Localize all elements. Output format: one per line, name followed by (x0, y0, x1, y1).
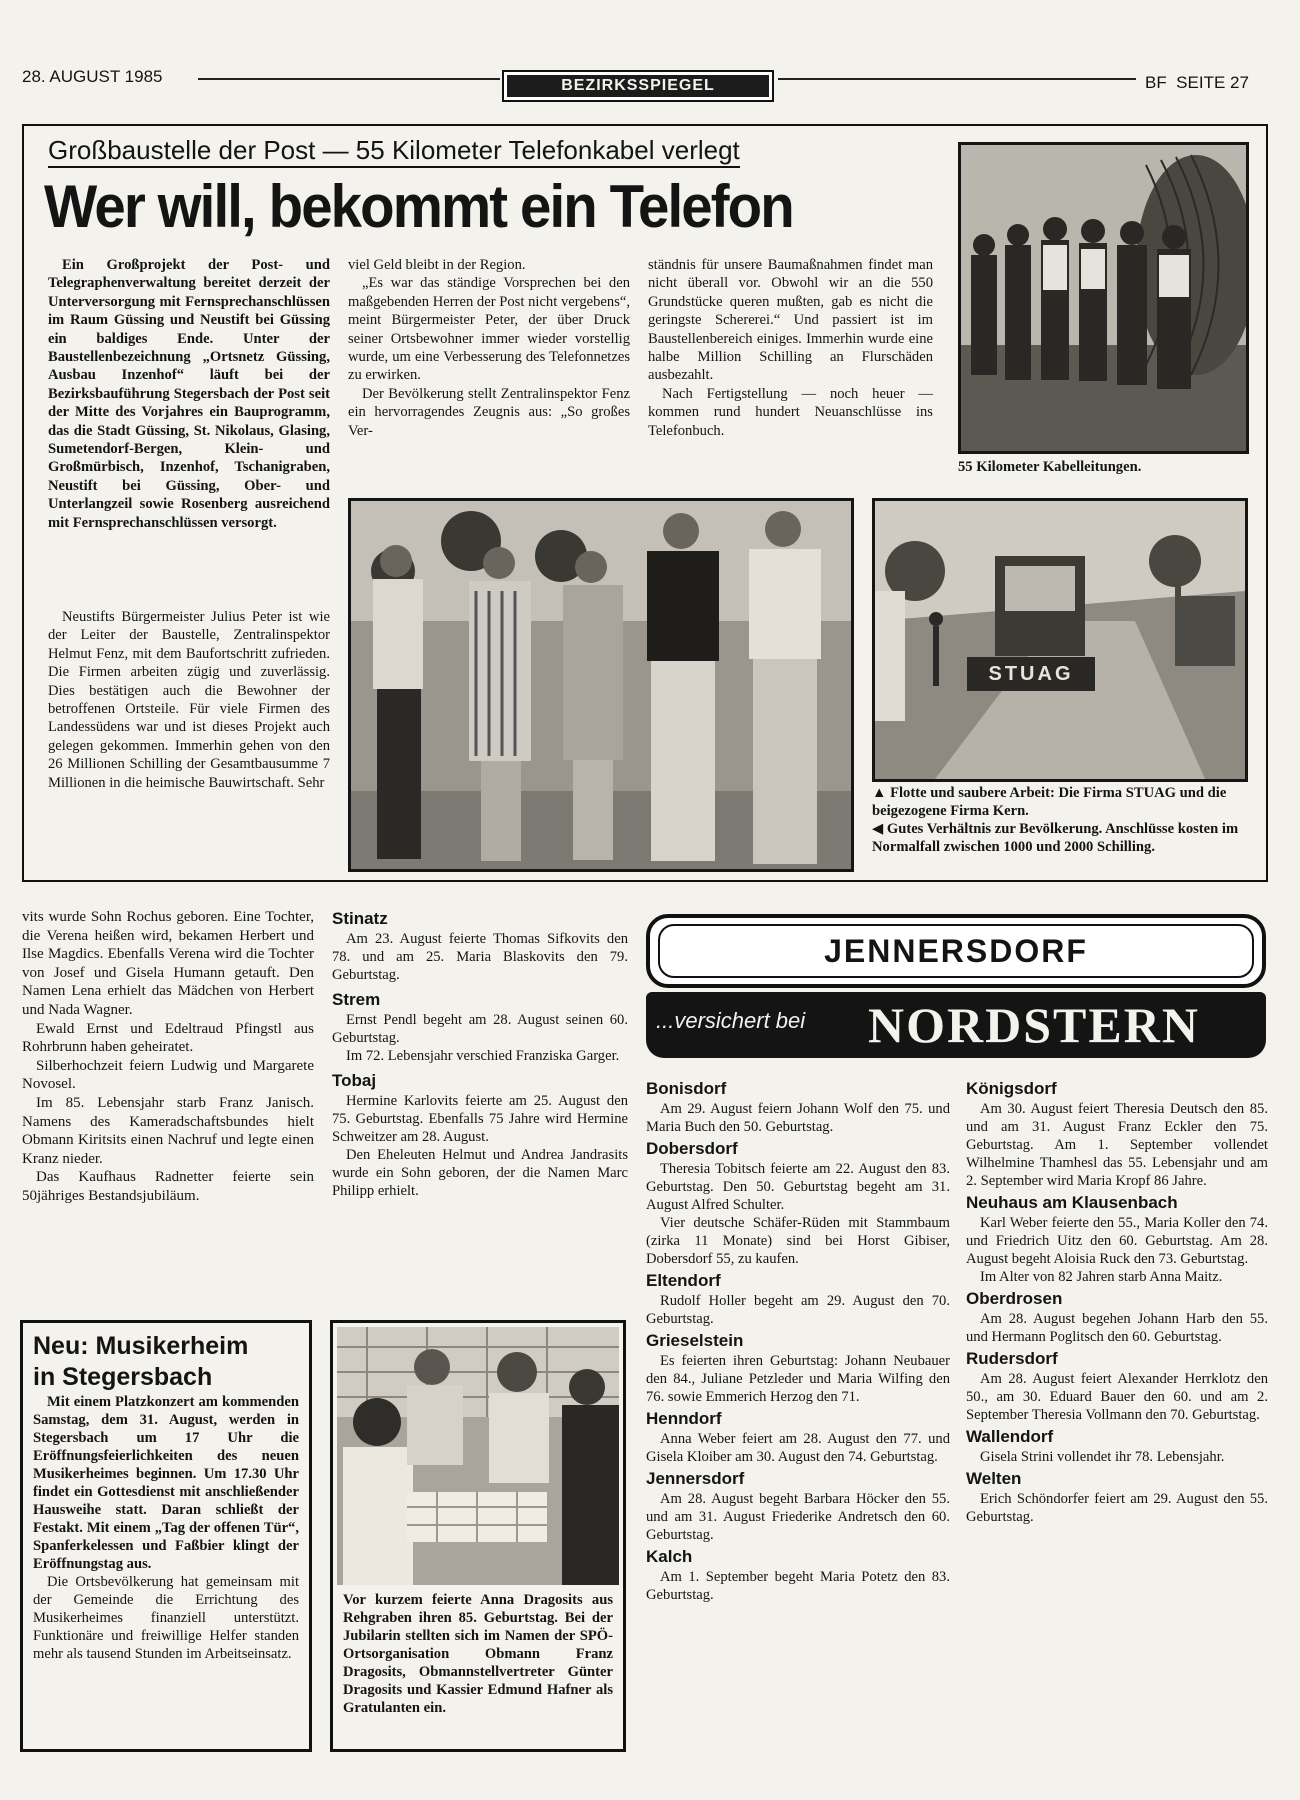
article-headline: Wer will, bekommt ein Telefon (44, 173, 793, 240)
section-jennersdorf-title: Jennersdorf (646, 1469, 745, 1488)
photo-stuag-caption-1: ▲ Flotte und saubere Arbeit: Die Firma STUAG und die beigezogene Firma Kern. (872, 785, 1227, 819)
photo-dragosits-art (337, 1327, 619, 1585)
section-oberdrosen-p1: Am 28. August begehen Johann Harb den 55. und Hermann Poglitsch den 60. Geburtstag. (966, 1311, 1268, 1345)
jennersdorf-left-column (646, 1076, 950, 1604)
musikerheim-title (33, 1331, 299, 1393)
article-col2-para2: „Es war das ständige Vorsprechen bei den maßgebenden Herren der Post nicht vergebens“, meint Bürgermeister Peter, der über Druck seiner Ortsbewohner immer wieder vorstellig wurde, um eine Verbesserung des Telefonnetzes zu erwirken. (348, 275, 630, 384)
section-badge (502, 70, 774, 102)
section-rudersdorf-title: Rudersdorf (966, 1349, 1058, 1368)
article-col-3 (648, 256, 933, 440)
section-dobersdorf-p2: Vier deutsche Schäfer-Rüden mit Stammbaum (zirka 11 Monate) sind bei Horst Gibiser, Dobersdorf 55, zu kaufen. (646, 1215, 950, 1267)
photo-stuag-truck-art (875, 501, 1245, 779)
lower-left-p3: Silberhochzeit feiern Ludwig und Margarete Novosel. (22, 1057, 314, 1093)
article-col-1b (48, 608, 330, 792)
section-grieselstein-p1: Es feierten ihren Geburtstag: Johann Neubauer den 84., Juliane Petzleder und Maria Wilfing den 76. sowie Emmerich Herzog den 71. (646, 1353, 950, 1405)
photo-cable-workers-art (961, 145, 1246, 451)
section-koenigsdorf-p1: Am 30. August feiert Theresia Deutsch den 85. und am 31. August Franz Eckler den 75. Geburtstag. Am 1. September vollendet Wilhelmine Thamhesl das 55. Lebensjahr und am 2. September wird Maria Kropf 86 Jahre. (966, 1101, 1268, 1189)
lower-left-p5: Das Kaufhaus Radnetter feierte sein 50jähriges Bestandsjubiläum. (22, 1169, 314, 1204)
section-henndorf-p1: Anna Weber feiert am 28. August den 77. und Gisela Kloiber am 30. August den 74. Geburtstag. (646, 1431, 950, 1465)
lower-left-p1: vits wurde Sohn Rochus geboren. Eine Tochter, die Verena heißen wird, bekamen Herbert und Ilse Magdics. Ebenfalls Verena wird die Tochter von Josef und Gisela Humann getauft. Den Namen Lena erhielt das Mädchen von Herbert und Nada Wagner. (22, 909, 314, 1018)
section-rudersdorf-p1: Am 28. August feiert Alexander Herrklotz den 50., am 30. Eduard Bauer den 60. und am 2. September Theresia Vollmann den 70. Geburtstag. (966, 1371, 1268, 1423)
section-wallendorf-p1: Gisela Strini vollendet ihr 78. Lebensjahr. (980, 1449, 1225, 1465)
musikerheim-title-line2: in Stegersbach (33, 1363, 213, 1391)
header-rule-left (198, 78, 500, 80)
musikerheim-title-line1: Neu: Musikerheim (33, 1332, 249, 1360)
nordstern-ad-big: NORDSTERN (868, 997, 1200, 1053)
article-kicker (48, 134, 868, 166)
dragosits-caption: Vor kurzem feierte Anna Dragosits aus Rehgraben ihren 85. Geburtstag. Bei der Jubilarin stellten sich im Namen der SPÖ-Ortsorganisation Obmann Franz Dragosits, Obmannstellvertreter Günter Dragosits und Kassier Edmund Hafner als Gratulanten ein. (343, 1592, 613, 1716)
jennersdorf-banner-inner: JENNERSDORF (658, 924, 1254, 978)
photo-cable-workers (958, 142, 1249, 454)
article-col2-para3: Der Bevölkerung stellt Zentralinspektor Fenz ein hervorragendes Zeugnis aus: „So großes Ver- (348, 385, 630, 439)
section-tobaj-title: Tobaj (332, 1071, 377, 1090)
header-page: BF SEITE 27 (1145, 73, 1249, 92)
article-col1-para2: Neustifts Bürgermeister Julius Peter ist wie der Leiter der Baustelle, Zentralinspektor Helmut Fenz, mit dem Baufortschritt zufrieden. Die Firmen arbeiten zügig und zuverlässig. Dies bestätigen auch die Bewohner der betroffenen Ortsteile. Für viele Firmen des Landessüdens war und ist dieses Projekt auch gelegen gekommen. Immerhin gehen von den 26 Millionen Schilling der Gesamtbausumme 7 Millionen in die heimische Bauwirtschaft. Sehr (48, 609, 330, 791)
section-kalch-p1: Am 1. September begeht Maria Potetz den 83. Geburtstag. (646, 1569, 950, 1603)
photo-stuag-caption (872, 784, 1244, 856)
article-col1-para1: Ein Großprojekt der Post- und Telegraphenverwaltung bereitet derzeit der Unterversorgung mit Fernsprechanschlüssen im Raum Güssing und Neustift bei Güssing ein baldiges Ende. Unter der Baustellenbezeichnung „Ortsnetz Güssing, Ausbau Inzenhof“ läuft bei der Bezirksbauführung Stegersbach der Post seit der Mitte des Vorjahres ein Bauprogramm, das die Stadt Güssing, St. Nikolaus, Glasing, Sumetendorf-Bergen, Klein- und Großmürbisch, Inzenhof, Tschanigraben, Neustift bei Güssing, Ober- und Unterlangzeil sowie Rosenberg ausreichend mit Fernsprechanschlüssen versorgt. (48, 257, 330, 531)
section-dobersdorf-title: Dobersdorf (646, 1139, 738, 1158)
section-jennersdorf-p1: Am 28. August begeht Barbara Höcker den 55. und am 31. August Friederike Andretsch den 60. Geburtstag. (646, 1491, 950, 1543)
section-welten-p1: Erich Schöndorfer feiert am 29. August den 55. Geburtstag. (966, 1491, 1268, 1525)
section-eltendorf-title: Eltendorf (646, 1271, 721, 1290)
header-rule-right (778, 78, 1136, 80)
section-welten-title: Welten (966, 1469, 1022, 1488)
photo-dragosits (337, 1327, 619, 1585)
section-neuhaus-p1: Karl Weber feierte den 55., Maria Koller den 74. und Friedrich Uitz den 60. Geburtstag. Am 28. August begeht Aloisia Ruck den 73. Geburtstag. (966, 1215, 1268, 1267)
jennersdorf-banner (646, 914, 1266, 988)
musikerheim-box (20, 1320, 312, 1752)
section-stinatz-p1: Am 23. August feierte Thomas Sifkovits den 78. und am 25. Maria Blaskovits den 79. Geburtstag. (332, 931, 628, 983)
article-col3-para1: ständnis für unsere Baumaßnahmen findet man nicht überall vor. Obwohl wir an die 550 Grundstücke queren mußten, gab es nicht die geringste Schererei.“ Und passiert ist im Baustellenbereich einiges. Immerhin wurde eine halbe Million Schilling an Flurschäden ausbezahlt. (648, 257, 933, 384)
photo-residents-group-art (351, 501, 851, 869)
musikerheim-p1: Mit einem Platzkonzert am kommenden Samstag, dem 31. August, werden in Stegersbach um 17 Uhr die Eröffnungsfeierlichkeiten des neuen Musikerheimes beginnen. Um 17.30 Uhr findet ein Gottesdienst mit anschließender Hausweihe statt. Daran schließt der Festakt. Mit einem „Tag der offenen Tür“, Spanferkelessen und Faßbier klingt der Eröffnungstag aus. (33, 1394, 299, 1572)
section-eltendorf-p1: Rudolf Holler begeht am 29. August den 70. Geburtstag. (646, 1293, 950, 1327)
lower-left-p4: Im 85. Lebensjahr starb Franz Janisch. Namens des Kameradschaftsbundes hielt Obmann Kiritsits einen Nachruf und legte einen Kranz nieder. (22, 1094, 314, 1167)
photo-residents-group (348, 498, 854, 872)
article-col2-para1: viel Geld bleibt in der Region. (348, 257, 526, 273)
photo-stuag-caption-2: ◀ Gutes Verhältnis zur Bevölkerung. Anschlüsse kosten im Normalfall zwischen 1000 und 2000 Schilling. (872, 821, 1239, 855)
truck-sign-stuag: STUAG (967, 657, 1095, 691)
section-neuhaus-p2: Im Alter von 82 Jahren starb Anna Maitz. (980, 1269, 1223, 1285)
section-koenigsdorf-title: Königsdorf (966, 1079, 1057, 1098)
article-col3-para2: Nach Fertigstellung — noch heuer — kommen rund hundert Neuanschlüsse ins Telefonbuch. (648, 385, 933, 439)
photo-stuag-truck (872, 498, 1248, 782)
section-tobaj-p1: Hermine Karlovits feierte am 25. August den 75. Geburtstag. Ebenfalls 75 Jahre wird Hermine Schweitzer am 28. August. (332, 1093, 628, 1145)
section-grieselstein-title: Grieselstein (646, 1331, 744, 1350)
section-oberdrosen-title: Oberdrosen (966, 1289, 1063, 1308)
section-bonisdorf-title: Bonisdorf (646, 1079, 727, 1098)
section-wallendorf-title: Wallendorf (966, 1427, 1054, 1446)
lower-middle-column (332, 906, 628, 1200)
section-strem-p2: Im 72. Lebensjahr verschied Franziska Garger. (346, 1048, 620, 1064)
jennersdorf-right-column (966, 1076, 1268, 1526)
lower-left-p2: Ewald Ernst und Edeltraud Pfingstl aus Rohrbrunn haben geheiratet. (22, 1020, 314, 1056)
nordstern-ad (646, 992, 1266, 1058)
section-stinatz-title: Stinatz (332, 909, 388, 928)
dragosits-box (330, 1320, 626, 1752)
nordstern-ad-small: ...versichert bei (656, 1008, 806, 1033)
section-strem-p1: Ernst Pendl begeht am 28. August seinen 60. Geburtstag. (332, 1012, 628, 1046)
photo-cable-caption: 55 Kilometer Kabelleitungen. (958, 459, 1142, 475)
article-col-2 (348, 256, 630, 440)
header-date: 28. AUGUST 1985 (22, 67, 163, 86)
musikerheim-p2: Die Ortsbevölkerung hat gemeinsam mit der Gemeinde die Errichtung des Musikerheimes finanziell unterstützt. Funktionäre und freiwillige Helfer standen mehr als tausend Stunden im Arbeitseinsatz. (33, 1574, 299, 1662)
section-kalch-title: Kalch (646, 1547, 693, 1566)
section-dobersdorf-p1: Theresia Tobitsch feierte am 22. August den 83. Geburtstag. Den 50. Geburtstag begeht am 31. August Alfred Schulter. (646, 1161, 950, 1213)
section-tobaj-p2: Den Eheleuten Helmut und Andrea Jandrasits wurde ein Sohn geboren, der die Namen Marc Philipp erhielt. (332, 1147, 628, 1199)
section-neuhaus-title: Neuhaus am Klausenbach (966, 1193, 1178, 1212)
section-henndorf-title: Henndorf (646, 1409, 722, 1428)
section-badge-inner: BEZIRKSSPIEGEL (507, 75, 769, 97)
article-col-1 (48, 256, 330, 532)
section-strem-title: Strem (332, 990, 381, 1009)
section-bonisdorf-p1: Am 29. August feiern Johann Wolf den 75. und Maria Buch den 50. Geburtstag. (646, 1101, 950, 1135)
article-kicker-text: Großbaustelle der Post — 55 Kilometer Telefonkabel verlegt (48, 135, 740, 168)
lower-left-column (22, 908, 314, 1206)
